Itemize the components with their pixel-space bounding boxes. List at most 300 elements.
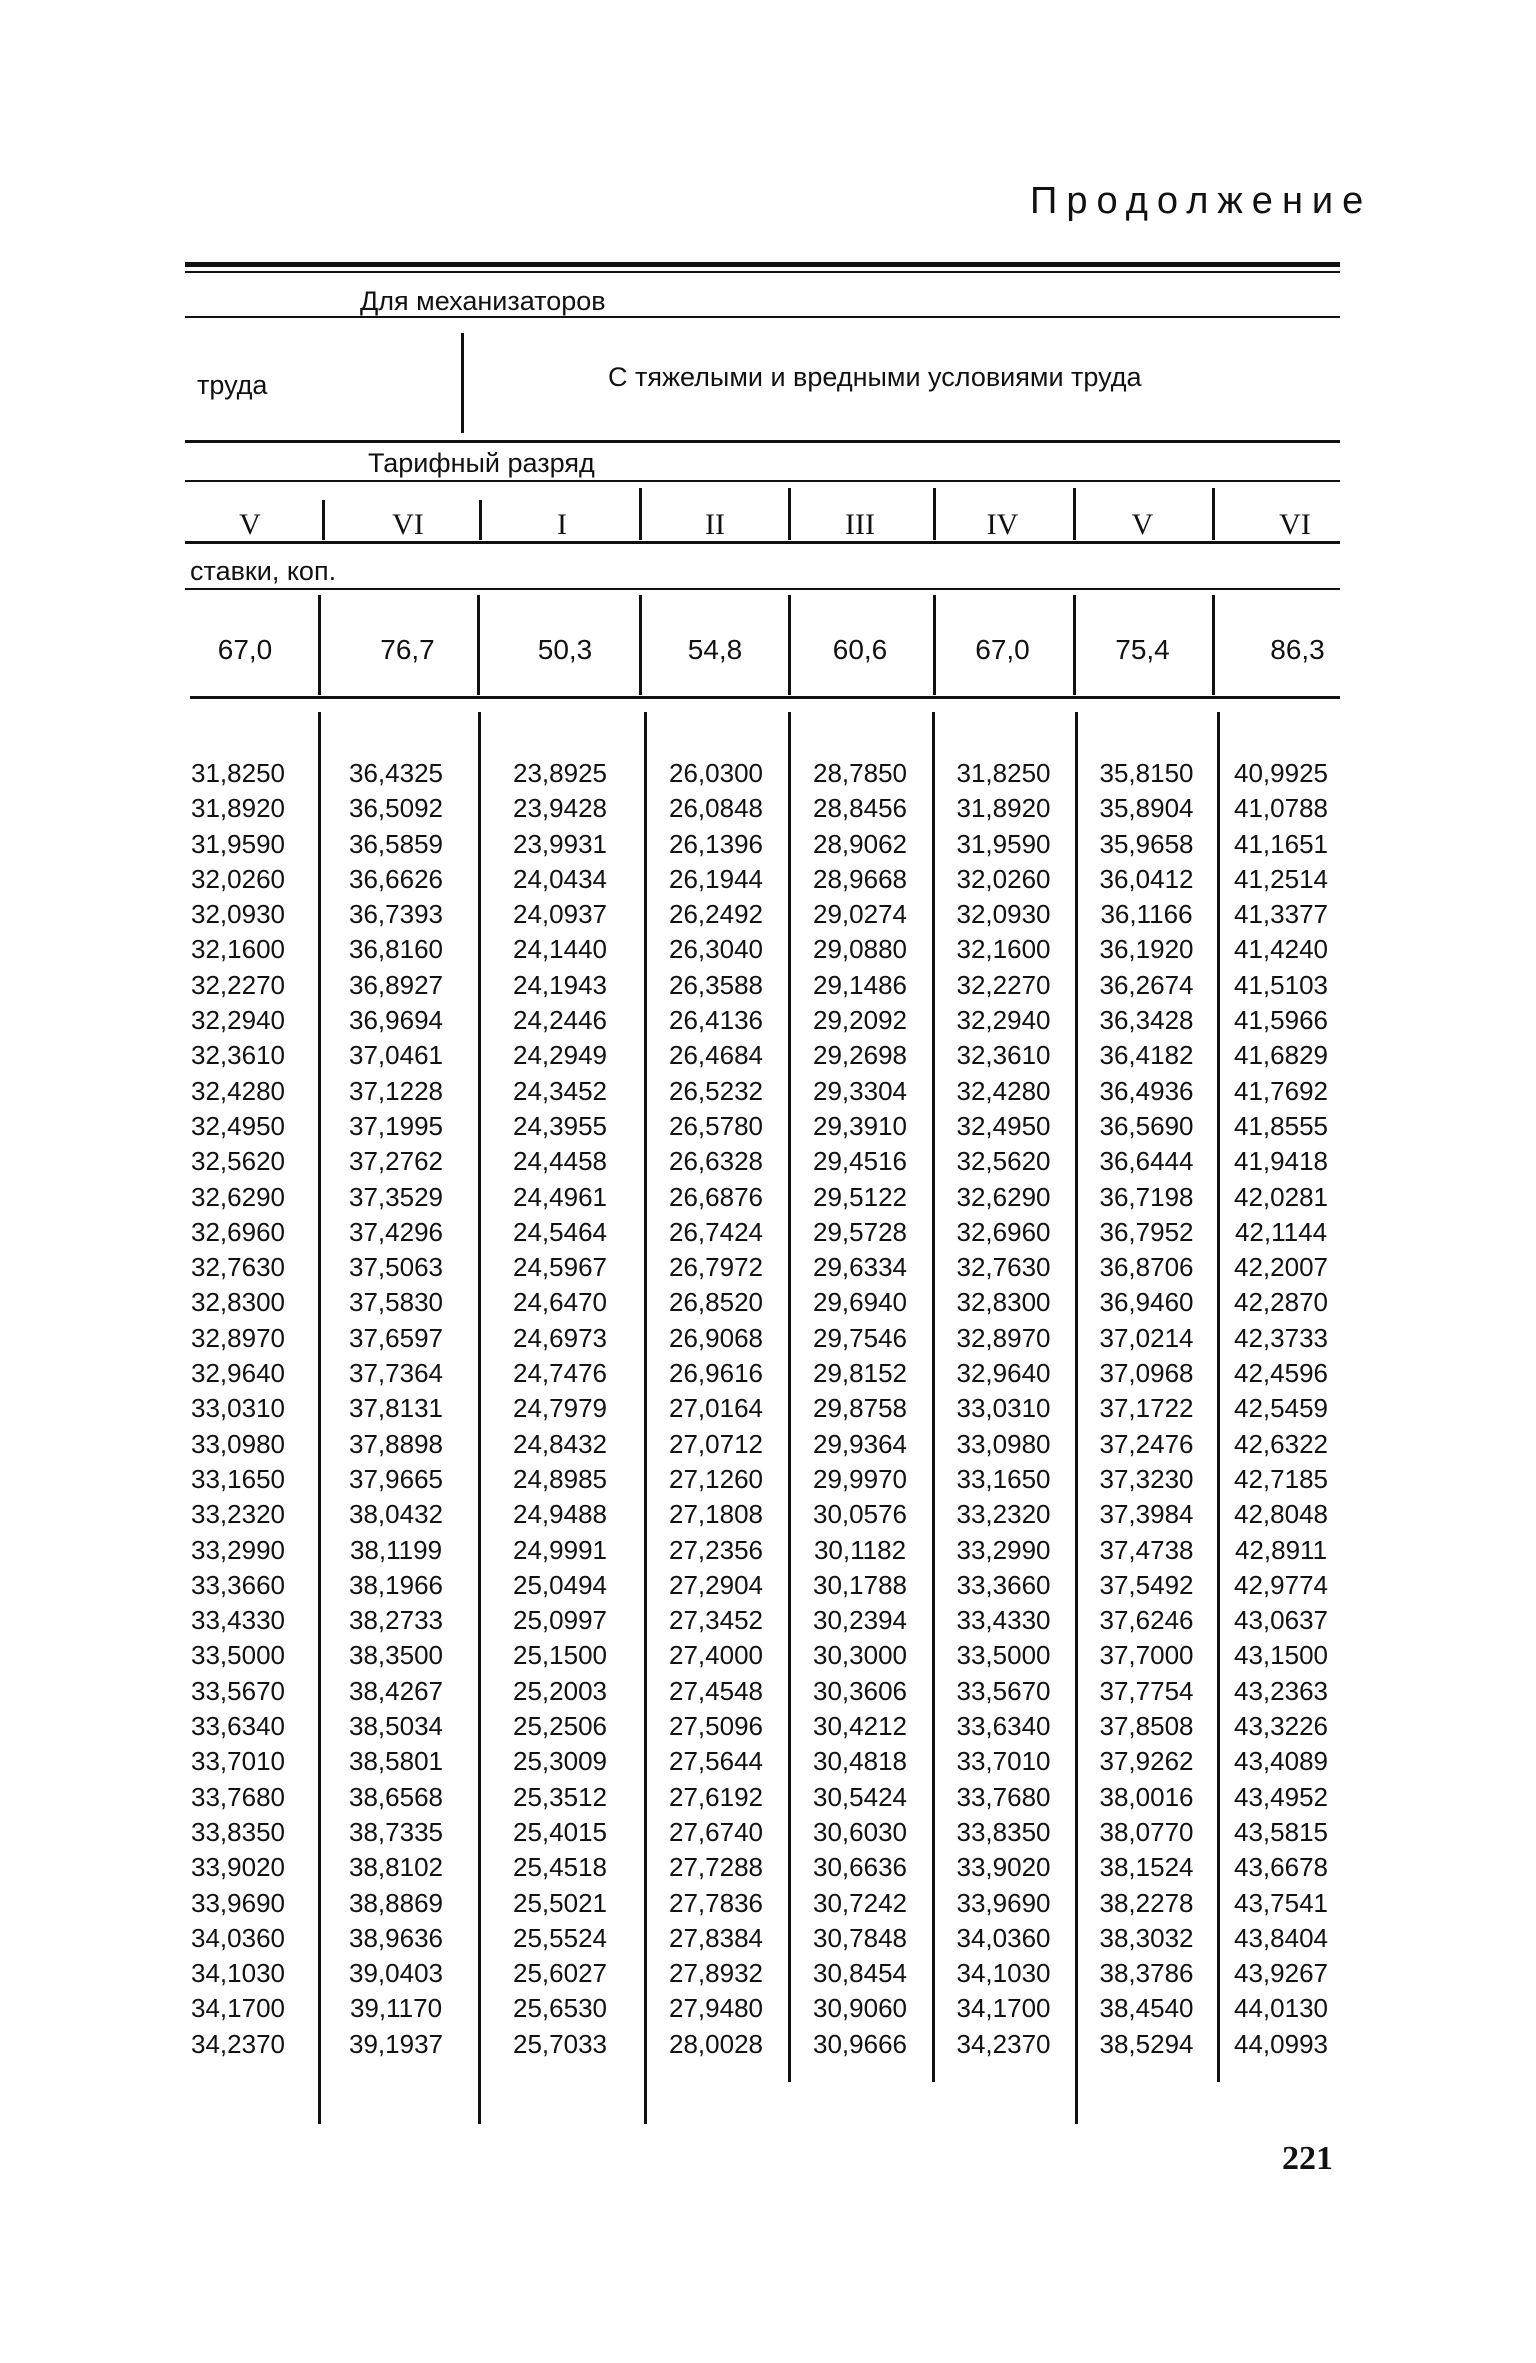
- table-cell: 30,4212: [813, 1711, 907, 1742]
- table-cell: 37,9665: [349, 1463, 443, 1494]
- table-cell: 24,2446: [513, 1005, 607, 1036]
- table-cell: 28,9062: [813, 828, 907, 859]
- table-cell: 41,6829: [1234, 1040, 1328, 1071]
- table-cell: 29,7546: [813, 1322, 907, 1353]
- table-cell: 38,1966: [349, 1569, 443, 1600]
- table-cell: 33,5670: [956, 1675, 1051, 1706]
- table-cell: 28,9668: [813, 863, 907, 894]
- body-divider: [788, 712, 791, 2082]
- table-cell: 36,3428: [1099, 1005, 1194, 1036]
- table-cell: 24,5464: [513, 1216, 607, 1247]
- table-cell: 32,4280: [956, 1075, 1051, 1106]
- table-cell: 29,4516: [813, 1146, 907, 1177]
- table-cell: 32,9640: [956, 1358, 1051, 1389]
- table-cell: 34,2370: [191, 2028, 285, 2059]
- table-cell: 30,3000: [813, 1640, 907, 1671]
- table-cell: 24,2949: [513, 1040, 607, 1071]
- table-cell: 29,6940: [813, 1287, 907, 1318]
- table-cell: 26,1396: [669, 828, 763, 859]
- base-rate: 50,3: [537, 634, 593, 665]
- table-cell: 37,4738: [1099, 1534, 1194, 1565]
- table-cell: 38,0432: [349, 1499, 443, 1530]
- table-cell: 37,7364: [349, 1358, 443, 1389]
- table-cell: 36,2674: [1099, 969, 1194, 1000]
- table-cell: 27,2356: [669, 1534, 763, 1565]
- table-cell: 29,5728: [813, 1216, 907, 1247]
- table-cell: 32,8970: [956, 1322, 1051, 1353]
- table-cell: 24,7979: [513, 1393, 607, 1424]
- table-cell: 42,9774: [1234, 1569, 1328, 1600]
- table-cell: 41,5103: [1234, 969, 1328, 1000]
- table-cell: 27,5644: [669, 1746, 763, 1777]
- table-cell: 27,7836: [669, 1887, 763, 1918]
- table-cell: 37,0214: [1099, 1322, 1194, 1353]
- table-cell: 27,0164: [669, 1393, 763, 1424]
- table-cell: 43,6678: [1234, 1852, 1328, 1883]
- grade-divider: [788, 488, 791, 540]
- table-cell: 32,1600: [956, 934, 1051, 965]
- table-cell: 32,2270: [956, 969, 1051, 1000]
- table-cell: 30,1182: [813, 1534, 907, 1565]
- table-cell: 37,2476: [1099, 1428, 1194, 1459]
- table-cell: 27,4000: [669, 1640, 763, 1671]
- table-cell: 37,6597: [349, 1322, 443, 1353]
- table-cell: 32,6290: [956, 1181, 1051, 1212]
- grade-divider: [322, 500, 325, 540]
- grades-bottom-rule: [185, 541, 1340, 544]
- table-cell: 37,1722: [1099, 1393, 1194, 1424]
- table-cell: 32,1600: [191, 934, 285, 965]
- table-cell: 36,4182: [1099, 1040, 1194, 1071]
- table-cell: 44,0993: [1234, 2028, 1328, 2059]
- table-cell: 27,6192: [669, 1781, 763, 1812]
- table-cell: 26,5780: [669, 1110, 763, 1141]
- table-cell: 24,3452: [513, 1075, 607, 1106]
- grade-v-left: V: [239, 508, 261, 541]
- table-cell: 32,4950: [956, 1110, 1051, 1141]
- table-cell: 29,3304: [813, 1075, 907, 1106]
- table-cell: 38,6568: [349, 1781, 443, 1812]
- table-cell: 42,8911: [1234, 1534, 1328, 1565]
- grade-label-rule: [185, 480, 1340, 482]
- table-cell: 29,6334: [813, 1252, 907, 1283]
- rates-label-rule: [185, 588, 1340, 590]
- table-cell: 27,1808: [669, 1499, 763, 1530]
- table-cell: 25,3009: [513, 1746, 607, 1777]
- table-cell: 39,1937: [349, 2028, 443, 2059]
- body-divider: [478, 712, 481, 2124]
- table-cell: 38,5294: [1099, 2028, 1194, 2059]
- table-cell: 32,2270: [191, 969, 285, 1000]
- table-cell: 28,7850: [813, 758, 907, 788]
- table-cell: 33,7010: [956, 1746, 1051, 1777]
- table-cell: 32,0260: [956, 863, 1051, 894]
- table-cell: 36,5859: [349, 828, 443, 859]
- table-cell: 29,2698: [813, 1040, 907, 1071]
- table-cell: 37,7754: [1099, 1675, 1194, 1706]
- table-cell: 30,7242: [813, 1887, 907, 1918]
- table-cell: 25,0997: [513, 1605, 607, 1636]
- table-cell: 32,5620: [191, 1146, 285, 1177]
- table-cell: 41,7692: [1234, 1075, 1328, 1106]
- table-cell: 41,1651: [1234, 828, 1328, 859]
- table-cell: 24,0434: [513, 863, 607, 894]
- table-cell: 25,1500: [513, 1640, 607, 1671]
- table-cell: 32,2940: [191, 1005, 285, 1036]
- table-cell: 36,7198: [1099, 1181, 1194, 1212]
- table-cell: 42,5459: [1234, 1393, 1328, 1424]
- grade-vi-right: VI: [1279, 508, 1311, 541]
- table-cell: 27,9480: [669, 1993, 763, 2024]
- grade-v-right: V: [1131, 508, 1154, 541]
- table-cell: 36,9694: [349, 1005, 443, 1036]
- table-cell: 26,7972: [669, 1252, 763, 1283]
- table-cell: 41,2514: [1234, 863, 1328, 894]
- table-cell: 32,3610: [956, 1040, 1051, 1071]
- table-cell: 37,5063: [349, 1252, 443, 1283]
- table-cell: 36,8927: [349, 969, 443, 1000]
- table-cell: 32,0930: [191, 899, 285, 930]
- table-cell: 26,9616: [669, 1358, 763, 1389]
- grade-divider: [639, 488, 642, 540]
- grade-ii: II: [705, 508, 725, 541]
- table-cell: 37,9262: [1099, 1746, 1194, 1777]
- grade-i: I: [557, 508, 567, 541]
- base-rate: 86,3: [1270, 634, 1325, 665]
- table-cell: 39,1170: [349, 1993, 443, 2024]
- table-cell: 23,9931: [513, 828, 607, 859]
- rate-divider: [477, 595, 480, 695]
- table-cell: 33,0310: [191, 1393, 285, 1424]
- table-cell: 24,8432: [513, 1428, 607, 1459]
- table-cell: 32,6960: [191, 1216, 285, 1247]
- table-cell: 31,8250: [191, 758, 285, 788]
- table-cell: 25,4518: [513, 1852, 607, 1883]
- table-cell: 34,1700: [956, 1993, 1051, 2024]
- table-cell: 30,6030: [813, 1816, 907, 1847]
- table-cell: 42,2007: [1234, 1252, 1328, 1283]
- grade-top-rule: [185, 440, 1340, 443]
- table-cell: 29,0274: [813, 899, 907, 930]
- column-harsh-ii: [648, 756, 784, 2062]
- table-cell: 24,4961: [513, 1181, 607, 1212]
- table-cell: 35,8150: [1099, 758, 1194, 788]
- table-cell: 24,7476: [513, 1358, 607, 1389]
- table-cell: 23,8925: [513, 758, 607, 788]
- table-cell: 32,9640: [191, 1358, 285, 1389]
- table-cell: 26,7424: [669, 1216, 763, 1247]
- table-cell: 33,7680: [956, 1781, 1051, 1812]
- table-cell: 24,1440: [513, 934, 607, 965]
- table-cell: 29,0880: [813, 934, 907, 965]
- table-cell: 36,7952: [1099, 1216, 1194, 1247]
- table-cell: 38,4540: [1099, 1993, 1194, 2024]
- harsh-conditions-label: С тяжелыми и вредными условиями труда: [608, 362, 1142, 392]
- table-cell: 30,2394: [813, 1605, 907, 1636]
- table-cell: 36,1920: [1099, 934, 1194, 965]
- table-cell: 27,1260: [669, 1463, 763, 1494]
- table-cell: 30,4818: [813, 1746, 907, 1777]
- table-cell: 29,9970: [813, 1463, 907, 1494]
- table-cell: 36,4936: [1099, 1075, 1194, 1106]
- rate-divider: [1073, 595, 1076, 695]
- table-cell: 33,5000: [191, 1640, 285, 1671]
- table-cell: 24,6470: [513, 1287, 607, 1318]
- table-cell: 24,8985: [513, 1463, 607, 1494]
- table-cell: 34,2370: [956, 2028, 1051, 2059]
- table-cell: 26,4136: [669, 1005, 763, 1036]
- table-cell: 26,3040: [669, 934, 763, 965]
- table-cell: 27,5096: [669, 1711, 763, 1742]
- table-cell: 26,6876: [669, 1181, 763, 1212]
- table-cell: 32,8300: [956, 1287, 1051, 1318]
- table-cell: 29,9364: [813, 1428, 907, 1459]
- table-cell: 28,0028: [669, 2028, 763, 2059]
- table-cell: 37,7000: [1099, 1640, 1194, 1671]
- table-cell: 42,0281: [1234, 1181, 1328, 1212]
- table-cell: 42,7185: [1234, 1463, 1328, 1494]
- table-cell: 25,6027: [513, 1958, 607, 1989]
- table-cell: 25,7033: [513, 2028, 607, 2059]
- table-cell: 34,1030: [191, 1958, 285, 1989]
- table-cell: 37,1228: [349, 1075, 443, 1106]
- table-cell: 27,2904: [669, 1569, 763, 1600]
- grade-vi-left: VI: [392, 508, 424, 541]
- table-cell: 37,8508: [1099, 1711, 1194, 1742]
- table-cell: 38,0770: [1099, 1816, 1194, 1847]
- table-cell: 30,5424: [813, 1781, 907, 1812]
- table-cell: 38,3786: [1099, 1958, 1194, 1989]
- table-cell: 27,8932: [669, 1958, 763, 1989]
- table-cell: 38,2278: [1099, 1887, 1194, 1918]
- table-cell: 31,9590: [191, 828, 285, 859]
- table-cell: 35,9658: [1099, 828, 1194, 859]
- table-cell: 33,6340: [956, 1711, 1051, 1742]
- table-cell: 41,0788: [1234, 793, 1328, 824]
- table-cell: 26,1944: [669, 863, 763, 894]
- table-cell: 36,8160: [349, 934, 443, 965]
- table-cell: 43,2363: [1234, 1675, 1328, 1706]
- table-cell: 33,0980: [956, 1428, 1051, 1459]
- table-cell: 30,6636: [813, 1852, 907, 1883]
- table-cell: 38,5801: [349, 1746, 443, 1777]
- base-rate: 60,6: [832, 634, 888, 665]
- table-cell: 36,6444: [1099, 1146, 1194, 1177]
- column-mech-v: [178, 756, 298, 2062]
- table-cell: 32,8970: [191, 1322, 285, 1353]
- base-rate: 67,0: [217, 634, 273, 665]
- table-cell: 33,2320: [191, 1499, 285, 1530]
- table-cell: 41,4240: [1234, 934, 1328, 965]
- table-cell: 43,5815: [1234, 1816, 1328, 1847]
- table-cell: 33,9020: [191, 1852, 285, 1883]
- table-cell: 25,5524: [513, 1922, 607, 1953]
- rate-divider: [1212, 595, 1215, 695]
- table-cell: 37,1995: [349, 1110, 443, 1141]
- table-cell: 32,0930: [956, 899, 1051, 930]
- table-cell: 24,5967: [513, 1252, 607, 1283]
- table-cell: 32,4950: [191, 1110, 285, 1141]
- table-cell: 33,9690: [956, 1887, 1051, 1918]
- body-divider: [932, 712, 935, 2082]
- table-cell: 33,0310: [956, 1393, 1051, 1424]
- table-cell: 27,8384: [669, 1922, 763, 1953]
- table-cell: 37,0968: [1099, 1358, 1194, 1389]
- table-cell: 38,1524: [1099, 1852, 1194, 1883]
- table-cell: 41,9418: [1234, 1146, 1328, 1177]
- table-cell: 32,7630: [956, 1252, 1051, 1283]
- table-cell: 37,2762: [349, 1146, 443, 1177]
- table-cell: 26,9068: [669, 1322, 763, 1353]
- table-cell: 27,7288: [669, 1852, 763, 1883]
- table-cell: 33,1650: [956, 1463, 1051, 1494]
- table-cell: 25,3512: [513, 1781, 607, 1812]
- table-cell: 31,8920: [956, 793, 1051, 824]
- table-cell: 32,6960: [956, 1216, 1051, 1247]
- body-divider: [318, 712, 321, 2124]
- table-cell: 30,8454: [813, 1958, 907, 1989]
- table-cell: 31,8920: [191, 793, 285, 824]
- group-rule: [185, 316, 1340, 318]
- top-rule-thick: [185, 262, 1340, 267]
- table-cell: 38,3500: [349, 1640, 443, 1671]
- table-cell: 26,8520: [669, 1287, 763, 1318]
- table-cell: 26,3588: [669, 969, 763, 1000]
- table-cell: 43,7541: [1234, 1887, 1328, 1918]
- page-number: 221: [1282, 2140, 1333, 2177]
- table-cell: 30,3606: [813, 1675, 907, 1706]
- header-divider: [461, 333, 464, 433]
- table-cell: 29,1486: [813, 969, 907, 1000]
- table-cell: 29,3910: [813, 1110, 907, 1141]
- table-cell: 33,6340: [191, 1711, 285, 1742]
- table-cell: 25,0494: [513, 1569, 607, 1600]
- table-cell: 32,3610: [191, 1040, 285, 1071]
- table-cell: 25,5021: [513, 1887, 607, 1918]
- table-cell: 33,8350: [191, 1816, 285, 1847]
- table-cell: 37,5830: [349, 1287, 443, 1318]
- rate-divider: [788, 595, 791, 695]
- table-cell: 36,4325: [349, 758, 443, 788]
- header-bottom-rule: [190, 696, 1340, 699]
- table-cell: 37,0461: [349, 1040, 443, 1071]
- table-cell: 43,0637: [1234, 1605, 1328, 1636]
- table-cell: 25,4015: [513, 1816, 607, 1847]
- table-cell: 33,0980: [191, 1428, 285, 1459]
- table-cell: 26,2492: [669, 899, 763, 930]
- table-cell: 24,4458: [513, 1146, 607, 1177]
- table-cell: 43,4089: [1234, 1746, 1328, 1777]
- table-cell: 38,1199: [349, 1534, 443, 1565]
- table-cell: 30,9666: [813, 2028, 907, 2059]
- table-cell: 38,8102: [349, 1852, 443, 1883]
- table-cell: 44,0130: [1234, 1993, 1328, 2024]
- table-cell: 29,8152: [813, 1358, 907, 1389]
- column-mech-vi: [326, 756, 466, 2062]
- base-rate: 76,7: [380, 634, 435, 665]
- table-cell: 42,4596: [1234, 1358, 1328, 1389]
- table-cell: 37,6246: [1099, 1605, 1194, 1636]
- table-cell: 38,9636: [349, 1922, 443, 1953]
- table-cell: 38,4267: [349, 1675, 443, 1706]
- table-cell: 33,4330: [956, 1605, 1051, 1636]
- table-cell: 31,8250: [956, 758, 1051, 788]
- table-cell: 33,5670: [191, 1675, 285, 1706]
- table-cell: 24,6973: [513, 1322, 607, 1353]
- top-rule-thin: [185, 271, 1340, 273]
- table-cell: 38,5034: [349, 1711, 443, 1742]
- table-cell: 37,8898: [349, 1428, 443, 1459]
- base-rate: 75,4: [1115, 634, 1170, 665]
- table-cell: 30,0576: [813, 1499, 907, 1530]
- table-cell: 32,4280: [191, 1075, 285, 1106]
- grade-divider: [479, 500, 482, 540]
- table-cell: 42,8048: [1234, 1499, 1328, 1530]
- table-cell: 37,3529: [349, 1181, 443, 1212]
- table-cell: 33,4330: [191, 1605, 285, 1636]
- table-cell: 34,0360: [956, 1922, 1051, 1953]
- table-cell: 38,0016: [1099, 1781, 1194, 1812]
- table-cell: 36,1166: [1100, 899, 1193, 930]
- table-cell: 24,3955: [513, 1110, 607, 1141]
- table-cell: 38,3032: [1099, 1922, 1194, 1953]
- table-cell: 24,9991: [513, 1534, 607, 1565]
- body-divider: [644, 712, 647, 2124]
- table-cell: 36,5690: [1099, 1110, 1194, 1141]
- table-cell: 33,5000: [956, 1640, 1051, 1671]
- table-cell: 28,8456: [813, 793, 907, 824]
- table-cell: 30,9060: [813, 1993, 907, 2024]
- table-cell: 26,6328: [669, 1146, 763, 1177]
- table-cell: 37,8131: [349, 1393, 443, 1424]
- table-cell: 26,0300: [669, 758, 763, 788]
- rate-divider: [639, 595, 642, 695]
- table-cell: 37,4296: [349, 1216, 443, 1247]
- table-cell: 23,9428: [513, 793, 607, 824]
- table-cell: 42,1144: [1234, 1216, 1328, 1247]
- table-cell: 32,8300: [191, 1287, 285, 1318]
- table-cell: 35,8904: [1099, 793, 1194, 824]
- table-cell: 42,6322: [1234, 1428, 1328, 1459]
- table-cell: 41,5966: [1234, 1005, 1328, 1036]
- table-cell: 27,3452: [669, 1605, 763, 1636]
- table-cell: 27,6740: [669, 1816, 763, 1847]
- column-harsh-v: [1079, 756, 1214, 2062]
- table-cell: 33,3660: [956, 1569, 1051, 1600]
- table-cell: 41,3377: [1234, 899, 1328, 930]
- table-cell: 36,8706: [1099, 1252, 1194, 1283]
- table-cell: 27,4548: [669, 1675, 763, 1706]
- table-cell: 29,8758: [813, 1393, 907, 1424]
- rates-label: ставки, коп.: [190, 556, 337, 586]
- table-cell: 38,7335: [349, 1816, 443, 1847]
- table-cell: 34,0360: [191, 1922, 285, 1953]
- table-cell: 43,1500: [1234, 1640, 1328, 1671]
- table-cell: 29,2092: [813, 1005, 907, 1036]
- table-cell: 39,0403: [349, 1958, 443, 1989]
- table-cell: 32,5620: [956, 1146, 1051, 1177]
- table-cell: 37,5492: [1099, 1569, 1194, 1600]
- body-divider: [1075, 712, 1078, 2124]
- table-cell: 27,0712: [669, 1428, 763, 1459]
- table-cell: 26,5232: [669, 1075, 763, 1106]
- table-cell: 33,2320: [956, 1499, 1051, 1530]
- table-cell: 26,4684: [669, 1040, 763, 1071]
- base-rate: 67,0: [975, 634, 1030, 665]
- grade-iii: III: [845, 508, 875, 541]
- table-cell: 43,3226: [1234, 1711, 1328, 1742]
- column-harsh-iv: [936, 756, 1071, 2062]
